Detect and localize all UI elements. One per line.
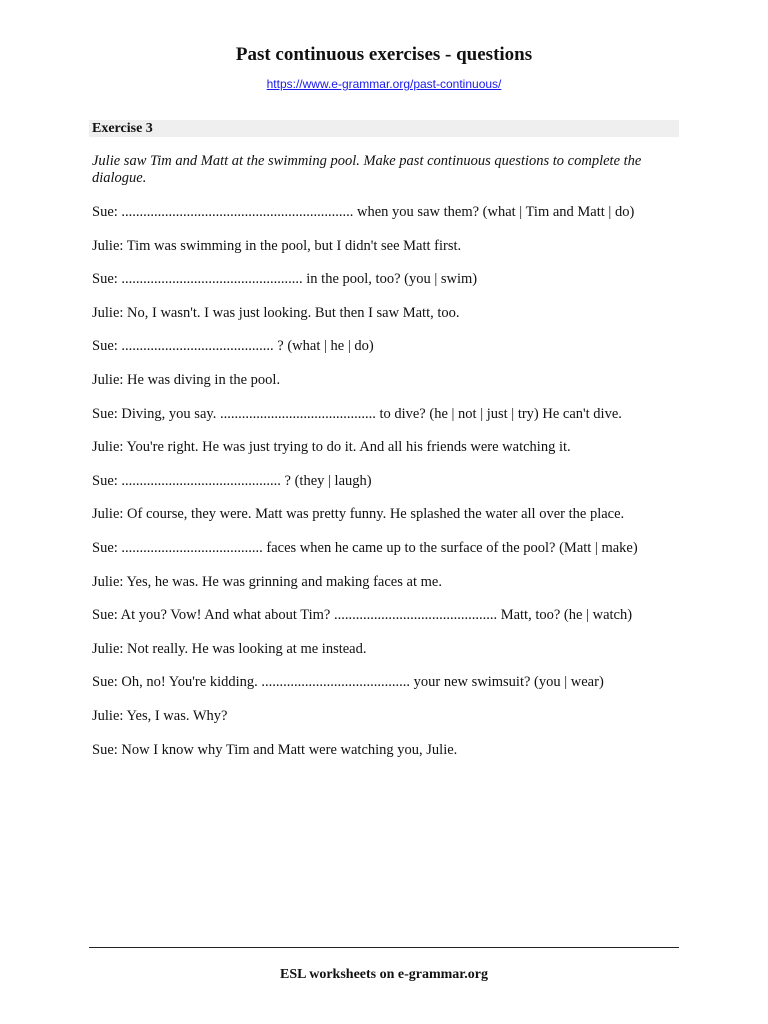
dialogue-line: Sue: Oh, no! You're kidding. ......................................... your new swimsuit? (you | wear) xyxy=(92,674,604,691)
footer-text: ESL worksheets on e-grammar.org xyxy=(280,967,488,982)
dialogue-line: Sue: .................................................. in the pool, too? (you | swim) xyxy=(92,271,478,288)
dialogue-line: Sue: Diving, you say. ........................................... to dive? (he | not | just | try) He can't dive. xyxy=(92,405,622,422)
exercise-label: Exercise 3 xyxy=(92,121,153,136)
dialogue-line: Julie: Yes, he was. He was grinning and making faces at me. xyxy=(92,573,442,590)
dialogue-line: Sue: Now I know why Tim and Matt were watching you, Julie. xyxy=(92,741,458,758)
dialogue-line: Julie: He was diving in the pool. xyxy=(92,371,281,388)
dialogue-list xyxy=(92,202,692,773)
exercise-instructions: Julie saw Tim and Matt at the swimming pool. Make past continuous questions to complete the dialogue. xyxy=(92,153,642,186)
dialogue-line: Sue: At you? Vow! And what about Tim? ............................................. Matt, too? (he | watch) xyxy=(92,607,633,624)
dialogue-line: Sue: .......................................... ? (what | he | do) xyxy=(92,338,374,355)
dialogue-line: Julie: You're right. He was just trying to do it. And all his friends were watching it. xyxy=(92,439,571,456)
dialogue-line: Sue: ....................................... faces when he came up to the surface of the pool? (Matt | make) xyxy=(92,539,638,556)
dialogue-line: Julie: No, I wasn't. I was just looking. But then I saw Matt, too. xyxy=(92,304,460,321)
exercise-header xyxy=(89,120,679,137)
dialogue-line: Sue: ................................................................ when you saw them? (what | Tim and Matt | do) xyxy=(92,204,635,220)
source-link[interactable]: https://www.e-grammar.org/past-continuous/ xyxy=(266,77,502,91)
dialogue-line: Julie: Tim was swimming in the pool, but I didn't see Matt first. xyxy=(92,237,462,254)
dialogue-line: Julie: Yes, I was. Why? xyxy=(92,707,228,724)
dialogue-line: Sue: ............................................ ? (they | laugh) xyxy=(92,472,372,489)
dialogue-line: Julie: Not really. He was looking at me instead. xyxy=(92,640,367,657)
dialogue-line: Julie: Of course, they were. Matt was pretty funny. He splashed the water all over the place. xyxy=(92,506,625,523)
footer-divider xyxy=(89,947,679,948)
page-title: Past continuous exercises - questions xyxy=(235,44,533,65)
